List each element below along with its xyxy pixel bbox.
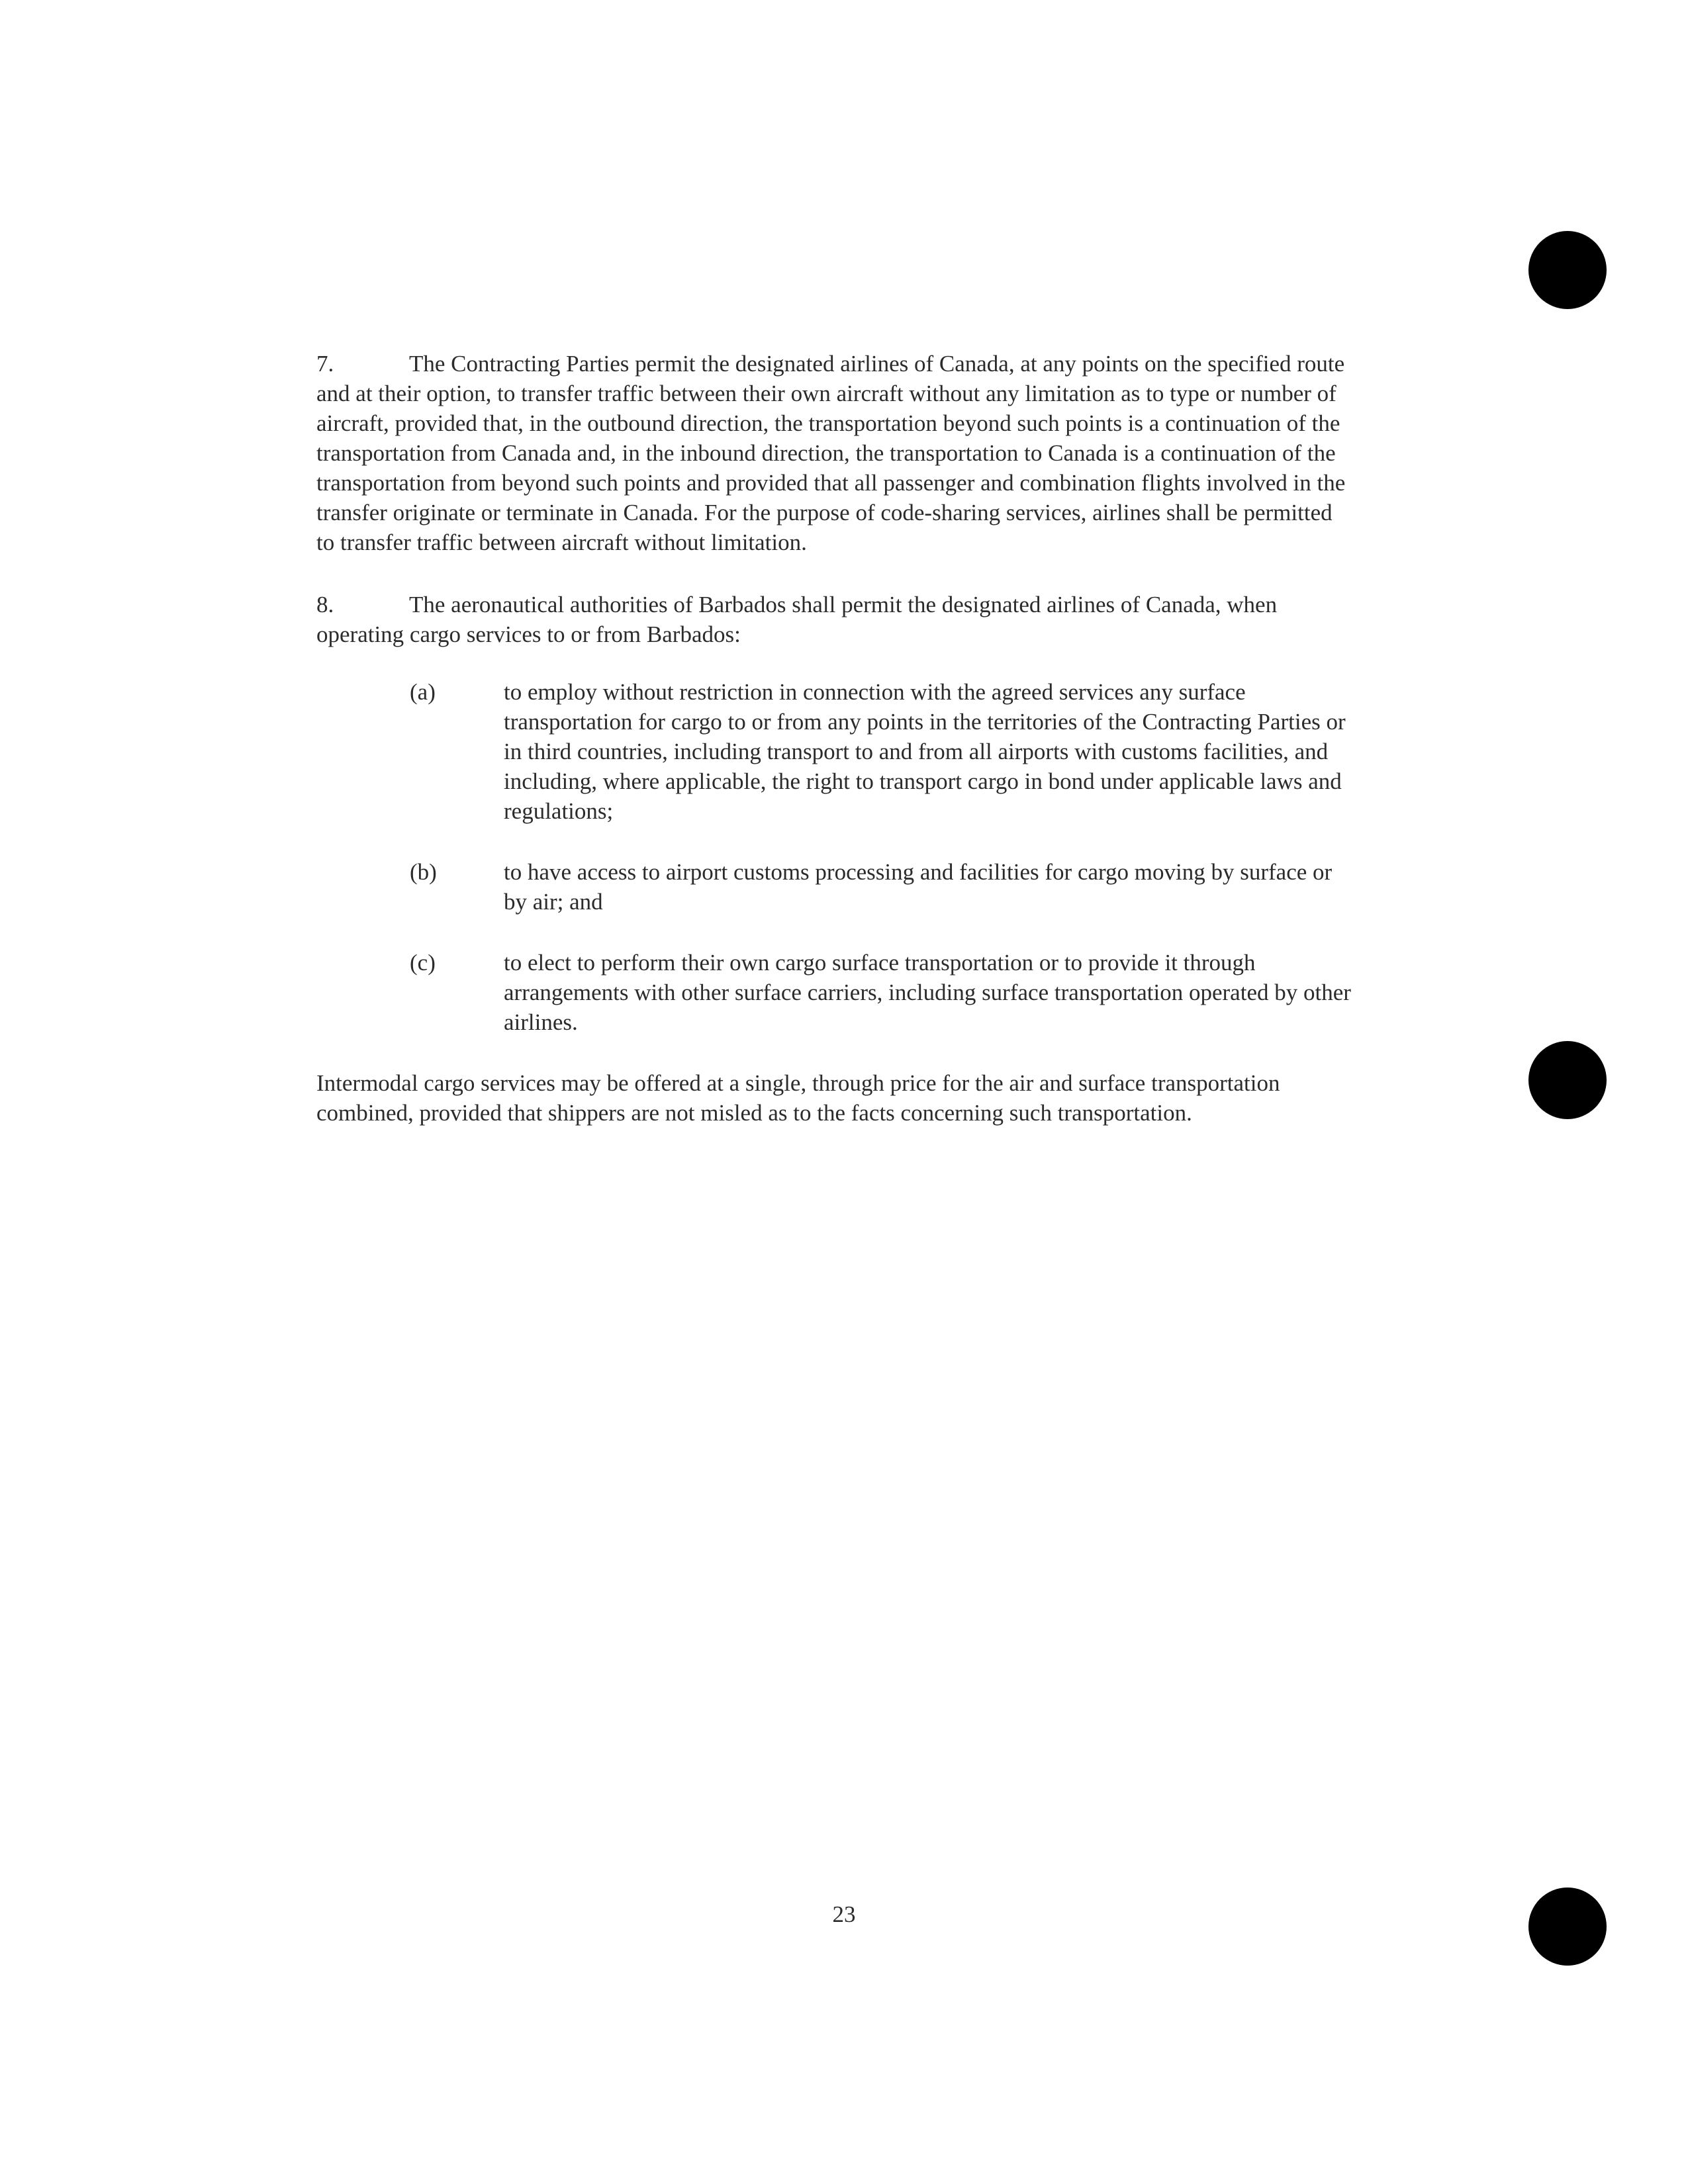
list-item-a	[316, 677, 1356, 826]
paragraph-8	[316, 590, 1356, 649]
paragraph-number: 7.	[316, 351, 334, 377]
paragraph-number: 8.	[316, 592, 334, 617]
punch-hole-top	[1528, 231, 1607, 309]
paragraph-7	[316, 349, 1356, 557]
list-item-text: to have access to airport customs processing and facilities for cargo moving by surface or by air; and	[504, 859, 1333, 915]
closing-paragraph: Intermodal cargo services may be offered at a single, through price for the air and surface transportation combined, provided that shippers are not misled as to the facts concerning such transportation.	[316, 1070, 1280, 1126]
punch-hole-middle	[1528, 1041, 1607, 1119]
list-item-text: to elect to perform their own cargo surface transportation or to provide it through arrangements with other surface carriers, including surface transportation operated by other airlines.	[504, 950, 1351, 1035]
list-item-c	[316, 948, 1356, 1037]
document-body	[316, 349, 1356, 1128]
list-item-label: (b)	[410, 859, 437, 885]
list-item-label: (a)	[410, 679, 436, 705]
paragraph-text: The aeronautical authorities of Barbados shall permit the designated airlines of Canada, when operating cargo services to or from Barbados:	[316, 592, 1278, 647]
list-item-b	[316, 857, 1356, 917]
paragraph-text: The Contracting Parties permit the designated airlines of Canada, at any points on the specified route and at their option, to transfer traffic between their own aircraft without any limitation as to type or number of aircraft, provided that, in the outbound direction, the transportation beyond such points is a continuation of the transportation from Canada and, in the inbound direction, the transportation to Canada is a continuation of the transportation from beyond such points and provided that all passenger and combination flights involved in the transfer originate or terminate in Canada. For the purpose of code-sharing services, airlines shall be permitted to transfer traffic between aircraft without limitation.	[316, 351, 1346, 555]
list-item-label: (c)	[410, 950, 436, 976]
page-number: 23	[832, 1901, 856, 1927]
list-item-text: to employ without restriction in connection with the agreed services any surface transportation for cargo to or from any points in the territories of the Contracting Parties or in third countries, including transport to and from all airports with customs facilities, and including, where applicable, the right to transport cargo in bond under applicable laws and regulations;	[504, 679, 1346, 824]
